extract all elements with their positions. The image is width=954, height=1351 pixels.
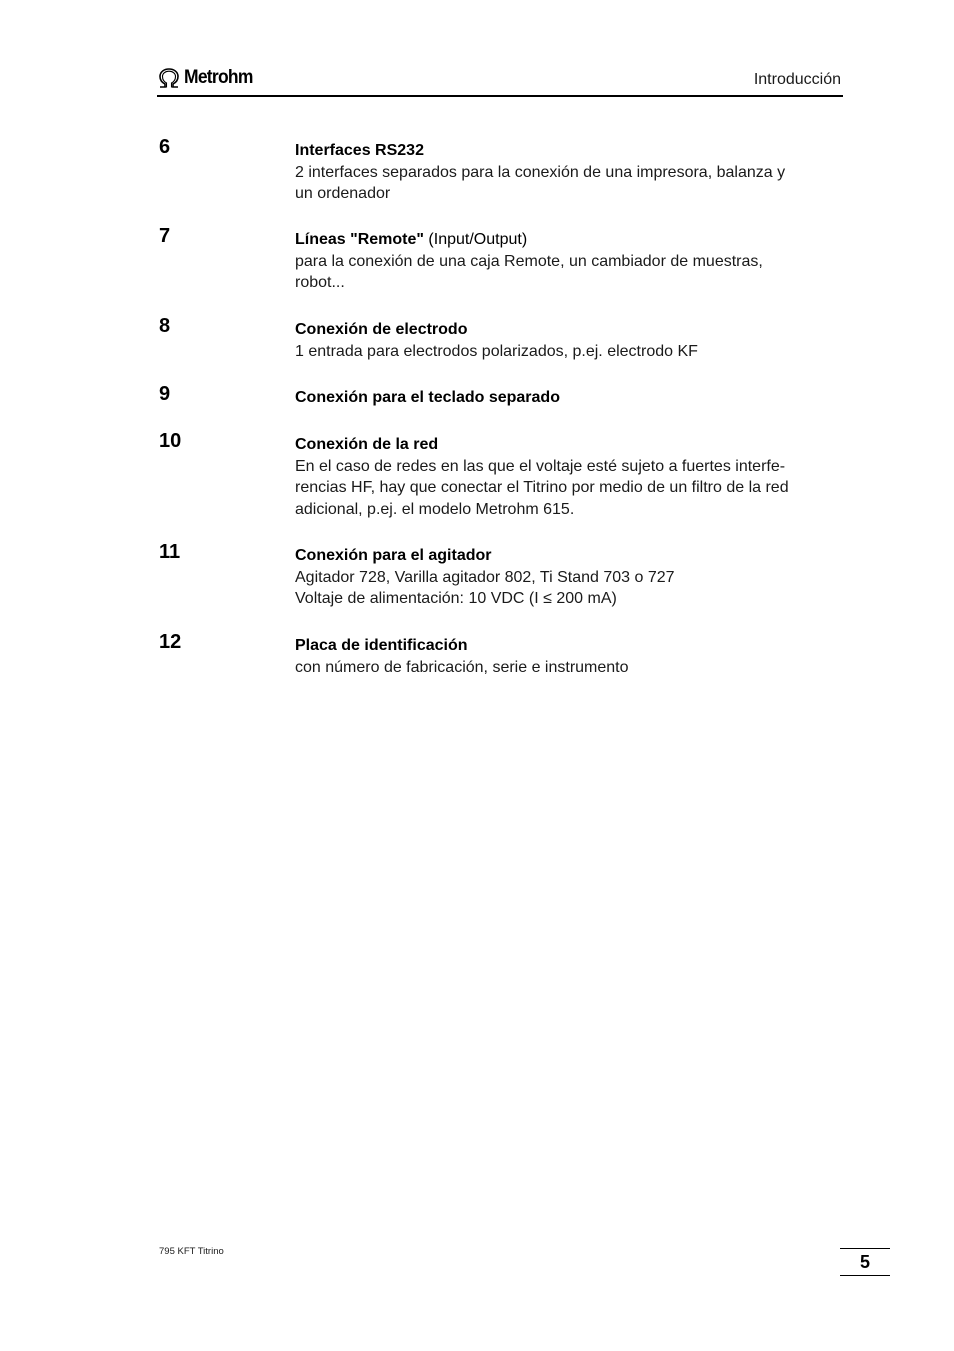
item-number: 10	[159, 430, 182, 452]
item-title: Conexión para el agitador	[295, 547, 492, 564]
item-description-line: 1 entrada para electrodos polarizados, p.ej. electrodo KF	[295, 342, 698, 360]
list-item	[157, 430, 847, 541]
item-body	[295, 541, 847, 610]
item-number: 7	[159, 225, 171, 247]
section-title: Introducción	[753, 71, 841, 88]
item-number: 12	[159, 631, 182, 653]
item-description-line: Voltaje de alimentación: 10 VDC (I ≤ 200 mA)	[295, 590, 617, 607]
item-title: Conexión para el teclado separado	[295, 389, 560, 406]
item-title: Conexión de la red	[295, 436, 439, 453]
item-title: Interfaces RS232	[295, 142, 424, 159]
item-description-line: rencias HF, hay que conectar el Titrino por medio de un filtro de la red	[295, 479, 789, 496]
item-description-line: con número de fabricación, serie e instrumento	[295, 658, 629, 676]
list-item	[157, 225, 847, 315]
item-description-line: adicional, p.ej. el modelo Metrohm 615.	[295, 500, 575, 518]
omega-icon	[157, 67, 181, 89]
item-title: Placa de identificación	[295, 637, 468, 654]
item-body	[295, 383, 847, 409]
item-title: Líneas "Remote" (Input/Output)	[295, 231, 528, 248]
item-body	[295, 315, 847, 362]
list-item	[157, 136, 847, 225]
item-body	[295, 631, 847, 678]
manual-name: 795 KFT Titrino	[159, 1246, 224, 1257]
item-number: 9	[159, 383, 171, 405]
item-number: 11	[159, 541, 181, 563]
item-title: Conexión de electrodo	[295, 321, 468, 338]
page-number-box	[840, 1248, 890, 1276]
list-item	[157, 541, 847, 631]
item-description-line: En el caso de redes en las que el voltaje esté sujeto a fuertes interfe-	[295, 457, 786, 475]
item-description-line: robot...	[295, 274, 345, 291]
logo-text: Metrohm	[184, 67, 253, 88]
item-description-line: para la conexión de una caja Remote, un cambiador de muestras,	[295, 252, 763, 270]
item-description-line: un ordenador	[295, 185, 391, 202]
item-description-line: Agitador 728, Varilla agitador 802, Ti Stand 703 o 727	[295, 568, 675, 586]
item-number: 8	[159, 315, 171, 337]
item-body	[295, 430, 847, 520]
item-body	[295, 225, 847, 294]
item-body	[295, 136, 847, 205]
item-description-line: 2 interfaces separados para la conexión de una impresora, balanza y	[295, 163, 786, 181]
item-list	[157, 136, 847, 691]
list-item	[157, 383, 847, 430]
list-item	[157, 631, 847, 691]
page-number: 5	[859, 1252, 870, 1272]
metrohm-logo	[157, 66, 259, 90]
list-item	[157, 315, 847, 383]
item-number: 6	[159, 136, 171, 158]
page-header	[157, 66, 843, 97]
